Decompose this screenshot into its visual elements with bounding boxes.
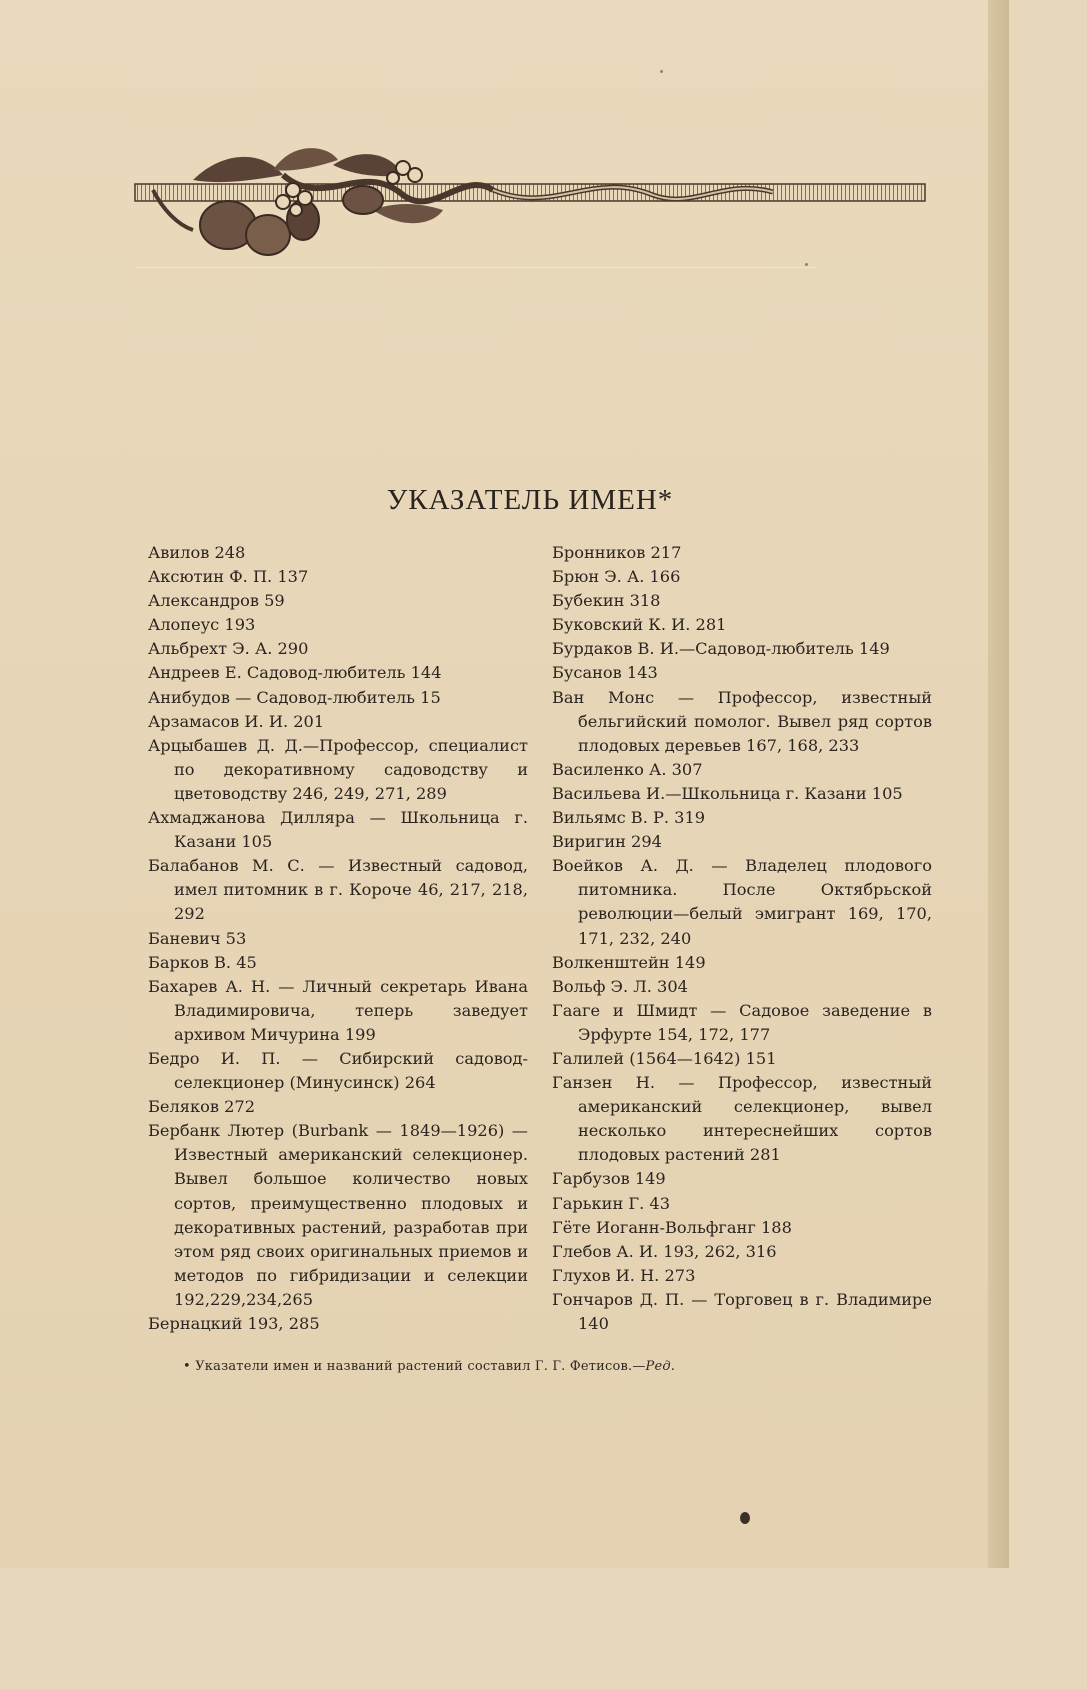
index-entry: Глухов И. Н. 273 [552,1265,696,1285]
index-entry: Балабанов М. С. — Известный садовод, имел питомник в г. Короче 46, 217, 218, 292 [148,856,528,924]
index-entry: Ахмаджанова Дилляра — Школьница г. Казани 105 [148,808,528,852]
page-edge [988,0,1009,1568]
index-entry: Бубекин 318 [552,591,661,611]
index-entry: Василенко А. 307 [552,759,703,779]
index-entry: Гёте Иоганн-Вольфганг 188 [552,1217,792,1237]
footnote-editor-mark: Ред. [645,1359,676,1374]
index-column-right [552,541,932,1336]
index-entry: Волкенштейн 149 [552,952,706,972]
index-entry: Галилей (1564—1642) 151 [552,1048,777,1068]
index-entry: Глебов А. И. 193, 262, 316 [552,1241,777,1261]
index-entry: Гааге и Шмидт — Садовое заведение в Эрфурте 154, 172, 177 [552,1000,932,1044]
index-entry: Гарбузов 149 [552,1169,666,1189]
index-entry: Андреев Е. Садовод-любитель 144 [148,663,442,683]
index-entry: Бернацкий 193, 285 [148,1314,320,1333]
index-entry: Анибудов — Садовод-любитель 15 [148,687,441,707]
print-speck [660,70,663,73]
index-entry: Бусанов 143 [552,663,658,683]
index-column-left [148,541,528,1336]
print-speck [740,1512,750,1524]
index-entry: Виригин 294 [552,832,662,852]
index-entry: Вильямс В. Р. 319 [552,808,706,828]
index-entry: Буковский К. И. 281 [552,615,727,635]
index-entry: Арцыбашев Д. Д.—Профессор, специалист по декоративному садоводству и цветоводству 246, 249, 271, 289 [148,735,528,803]
index-entry: Бахарев А. Н. — Личный секретарь Ивана Владимировича, теперь заведует архивом Мичурина 199 [148,976,528,1044]
index-entry: Аксютин Ф. П. 137 [148,567,309,587]
index-entry: Александров 59 [148,591,285,611]
index-entry: Бедро И. П. — Сибирский садовод-селекционер (Минусинск) 264 [148,1048,528,1093]
index-entry: Воейков А. Д. — Владелец плодового питомника. После Октябрьской революции—белый эмигрант 169, 170, 171, 232, 240 [552,856,932,948]
index-entry: Барков В. 45 [148,952,257,972]
index-entry: Ганзен Н. — Профессор, известный американский селекционер, вывел несколько интереснейших сортов плодовых растений 281 [552,1073,932,1165]
index-entry: Гончаров Д. П. — Торговец в г. Владимире 140 [552,1289,932,1333]
index-entry: Брюн Э. А. 166 [552,567,681,587]
index-entry: Альбрехт Э. А. 290 [148,639,309,659]
index-entry: Беляков 272 [148,1097,255,1117]
print-speck [805,263,808,266]
index-entry: Алопеус 193 [148,615,256,635]
page-title: УКАЗАТЕЛЬ ИМЕН* [386,484,674,516]
index-entry: Бронников 217 [552,543,682,562]
headpiece-rule [136,267,816,268]
index-entry: Бербанк Лютер (Burbank — 1849—1926) — Известный американский селекционер. Вывел большое количество новых сортов, преимущественно плодовых и декоративных растений, разработав при этом ряд своих оригинальных приемов и методов по гибридизации и селекции 192,229,234,265 [148,1121,528,1309]
index-entry: Бурдаков В. И.—Садовод-любитель 149 [552,639,890,659]
index-entry: Баневич 53 [148,928,247,948]
footnote-text: • Указатели имен и названий растений составил Г. Г. Фетисов.— [183,1359,646,1374]
decorative-fruit-garland-headpiece [133,140,928,260]
index-entry: Авилов 248 [148,543,246,562]
footnote [183,1359,823,1374]
index-entry: Васильева И.—Школьница г. Казани 105 [552,783,903,803]
index-entry: Ван Монс — Профессор, известный бельгийский помолог. Вывел ряд сортов плодовых деревьев 167, 168, 233 [552,687,932,755]
index-entry: Гарькин Г. 43 [552,1193,670,1213]
index-entry: Вольф Э. Л. 304 [552,976,688,996]
index-entry: Арзамасов И. И. 201 [148,711,325,731]
